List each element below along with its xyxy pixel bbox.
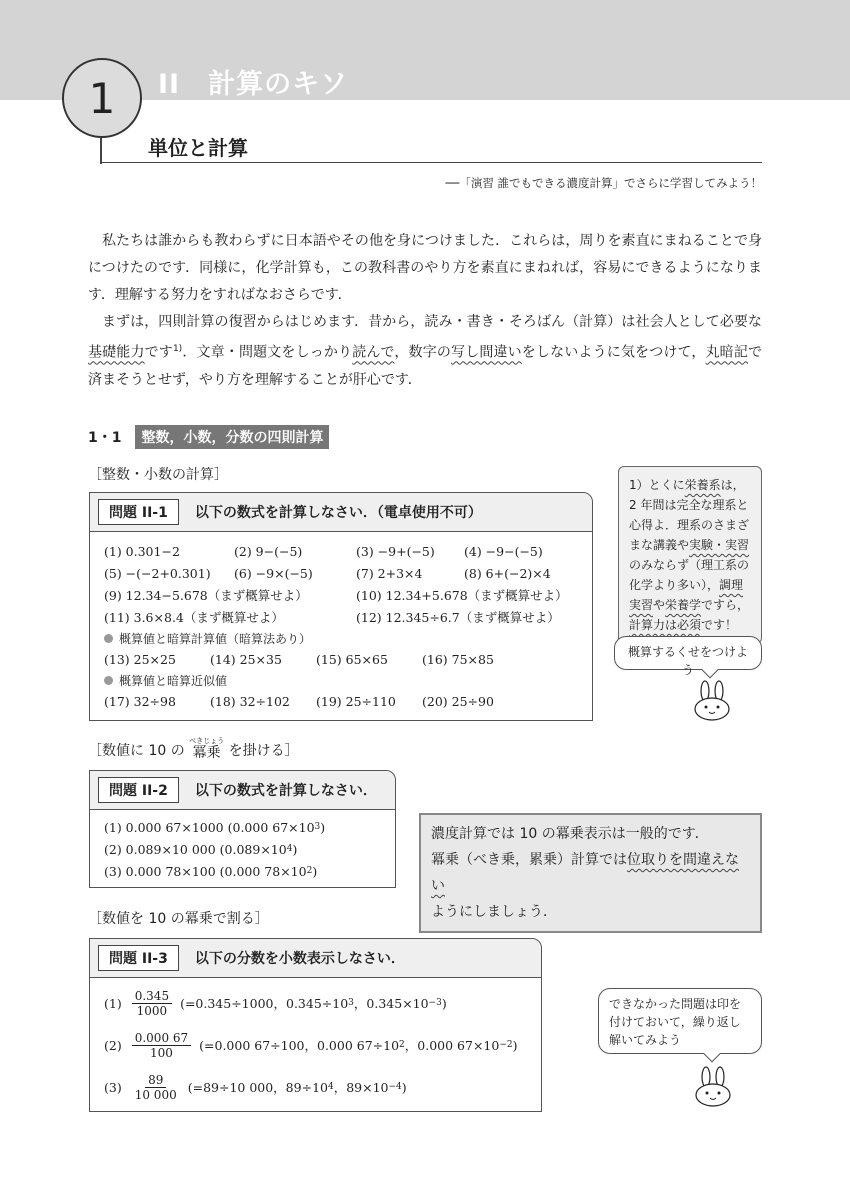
problem-row bbox=[104, 838, 381, 860]
text-run: です！ bbox=[701, 618, 738, 632]
problem-item: (16) 75×85 bbox=[422, 651, 494, 667]
text-run: ，0.000 67×10 bbox=[404, 1038, 500, 1053]
emphasis: 栄養系 bbox=[684, 478, 721, 492]
problem-item: (1) 0.301−2 bbox=[104, 543, 180, 559]
problem-item: (2) 0.089×10 000 bbox=[104, 841, 216, 857]
problem-item: (2) 9−(−5) bbox=[234, 543, 303, 559]
intro-paragraph-1: 私たちは誰からも教わらずに日本語やその他を身につけました．これらは，周りを素直にまねることで身につけたのです．同様に，化学計算も，この教科書のやり方を素直にまねれば，容易にできるようになります．理解する努力をすればなおさらです． bbox=[88, 233, 762, 303]
text-run: や bbox=[653, 598, 666, 612]
text-run: (=89÷10 000，89÷10 bbox=[187, 1080, 328, 1095]
problem-index: (3) bbox=[104, 1079, 122, 1095]
problem-item: (5) −(−2+0.301) bbox=[104, 565, 211, 581]
emphasis: 計算力は必須 bbox=[629, 618, 702, 632]
problem-row bbox=[104, 816, 381, 838]
problem-header bbox=[90, 771, 395, 810]
fraction bbox=[132, 989, 172, 1018]
exponent: −4 bbox=[388, 1082, 402, 1092]
problem-row bbox=[104, 690, 578, 712]
subheading-mental-calc bbox=[104, 628, 578, 648]
footnote-sidebar bbox=[618, 466, 762, 644]
text-run: ，数字の bbox=[394, 344, 452, 361]
title-rule-horizontal bbox=[100, 162, 762, 163]
rabbit-icon bbox=[690, 1066, 738, 1108]
problem-item: (19) 25÷110 bbox=[316, 693, 396, 709]
emphasis-basic-ability: 基礎能力 bbox=[88, 344, 145, 361]
problem-item: (3) −9+(−5) bbox=[356, 543, 435, 559]
exponent: 3 bbox=[348, 998, 354, 1008]
text-run: は，2 年間は完全な理系と心得よ．理系のさまざまな講義や bbox=[629, 478, 750, 552]
bullet-dot bbox=[104, 634, 113, 643]
exponent: 3 bbox=[314, 822, 321, 832]
exponent: 2 bbox=[306, 866, 313, 876]
exponent: 2 bbox=[399, 1040, 405, 1050]
text-run: ［数値に 10 の bbox=[88, 743, 185, 759]
paren: ) bbox=[401, 1079, 407, 1095]
problem-item-alt: (0.000 67×10 bbox=[227, 819, 315, 835]
rabbit-icon bbox=[689, 680, 737, 722]
problem-item: (7) 2+3×4 bbox=[356, 565, 423, 581]
problem-item: (14) 25×35 bbox=[210, 651, 282, 667]
problem-body bbox=[90, 810, 395, 890]
problem-instruction: 以下の数式を計算しなさい．（電卓使用不可） bbox=[194, 505, 482, 521]
problem-row bbox=[104, 1066, 527, 1108]
problem-item: (17) 32÷98 bbox=[104, 693, 176, 709]
problem-item: (9) 12.34−5.678（まず概算せよ） bbox=[104, 588, 308, 603]
text-run: ですら， bbox=[701, 598, 750, 612]
problem-item: (10) 12.34+5.678（まず概算せよ） bbox=[356, 588, 568, 603]
emphasis: 位取りを間違えない bbox=[431, 852, 739, 894]
subsection-title: 整数，小数，分数の四則計算 bbox=[135, 425, 329, 449]
chapter-number-badge: 1 bbox=[62, 58, 142, 138]
numerator: 89 bbox=[145, 1073, 166, 1088]
bullet-text: 概算値と暗算計算値（暗算法あり） bbox=[119, 631, 312, 646]
problem-row bbox=[104, 860, 381, 882]
problem-label: 問題 II-1 bbox=[98, 499, 179, 525]
exponent: 4 bbox=[286, 844, 293, 854]
fraction bbox=[132, 1031, 191, 1060]
part-title-text: 計算のキソ bbox=[208, 69, 349, 100]
problem-box-2 bbox=[89, 770, 396, 888]
problem-box-1 bbox=[89, 492, 593, 721]
ruby-power bbox=[189, 738, 224, 760]
problem-row bbox=[104, 606, 578, 628]
problem-row bbox=[104, 982, 527, 1024]
paren: ) bbox=[312, 863, 318, 879]
paren: ) bbox=[292, 841, 298, 857]
emphasis: 調理実習 bbox=[629, 578, 744, 612]
problem-item: (11) 3.6×8.4（まず概算せよ） bbox=[104, 610, 284, 625]
subsection-number: 1・1 bbox=[88, 430, 122, 446]
problem-index: (1) bbox=[104, 995, 122, 1011]
ruby-base: 冪乗 bbox=[192, 745, 221, 761]
tip-line: 濃度計算では 10 の冪乗表示は一般的です． bbox=[431, 826, 709, 842]
text-run: のみならず（理工系の化学より多い）， bbox=[629, 558, 750, 592]
problem-label: 問題 II-3 bbox=[98, 945, 179, 971]
problem-index: (2) bbox=[104, 1037, 122, 1053]
problem-body bbox=[90, 978, 541, 1116]
emphasis-read: 読んで bbox=[352, 344, 395, 361]
part-number: II bbox=[158, 69, 181, 100]
reference-line: ──「演習 誰でもできる濃度計算」でさらに学習してみよう！ bbox=[445, 176, 762, 190]
problem-label: 問題 II-2 bbox=[98, 777, 179, 803]
bullet-text: 概算値と暗算近似値 bbox=[119, 673, 228, 688]
problem-item: (3) 0.000 78×100 bbox=[104, 863, 216, 879]
emphasis-rote: 丸暗記 bbox=[705, 344, 748, 361]
text-run: で済まそうとせず，やり方を理解することが肝心です． bbox=[88, 344, 762, 388]
problem-row bbox=[104, 562, 578, 584]
text-run: を掛ける］ bbox=[228, 743, 299, 759]
text-run: をしないように気をつけて， bbox=[521, 344, 706, 361]
problem-item: (12) 12.345÷6.7（まず概算せよ） bbox=[356, 610, 560, 625]
subheading-approximation bbox=[104, 670, 578, 690]
problem-row bbox=[104, 540, 578, 562]
problem-item: (13) 25×25 bbox=[104, 651, 176, 667]
problem-item: (4) −9−(−5) bbox=[464, 543, 543, 559]
title-rule-vertical bbox=[100, 138, 102, 164]
problem-item: (20) 25÷90 bbox=[422, 693, 494, 709]
problem-instruction: 以下の分数を小数表示しなさい． bbox=[194, 951, 405, 967]
problem-row bbox=[104, 1024, 527, 1066]
numerator: 0.000 67 bbox=[132, 1031, 191, 1046]
speech-bubble-estimate: 概算するくせをつけよう bbox=[614, 636, 762, 670]
numerator: 0.345 bbox=[132, 989, 172, 1004]
text-run: ，89×10 bbox=[333, 1080, 389, 1095]
problem-item: (18) 32÷102 bbox=[210, 693, 290, 709]
section-heading-multiply-power bbox=[88, 738, 299, 760]
ruby-text: べきじょう bbox=[189, 737, 225, 745]
paren: ) bbox=[320, 819, 326, 835]
section-heading-divide-power: ［数値を 10 の冪乗で割る］ bbox=[88, 911, 269, 927]
intro-text bbox=[88, 228, 762, 394]
section-heading-integer-decimal: ［整数・小数の計算］ bbox=[88, 467, 228, 483]
paren: ) bbox=[512, 1037, 518, 1053]
problem-item: (8) 6+(−2)×4 bbox=[464, 565, 551, 581]
subsection-heading bbox=[88, 425, 329, 449]
problem-header bbox=[90, 493, 592, 532]
footnote-ref: 1) bbox=[172, 344, 183, 354]
denominator: 10 000 bbox=[134, 1087, 177, 1102]
exponent: 4 bbox=[327, 1082, 334, 1092]
emphasis: 栄養学 bbox=[665, 598, 702, 612]
bullet-dot bbox=[104, 676, 113, 685]
text-run: です bbox=[144, 344, 173, 361]
problem-body bbox=[90, 532, 592, 720]
tip-line bbox=[431, 847, 750, 899]
text-run: まずは，四則計算の復習からはじめます．昔から，読み・書き・そろばん（計算）は社会人として必要な bbox=[102, 314, 762, 330]
text-run: 1）とくに bbox=[629, 478, 685, 492]
fraction bbox=[132, 1073, 180, 1102]
problem-item: (6) −9×(−5) bbox=[234, 565, 313, 581]
tip-box bbox=[419, 813, 762, 933]
problem-row bbox=[104, 648, 578, 670]
text-run: ，0.345×10 bbox=[353, 996, 429, 1011]
exponent: −3 bbox=[428, 998, 442, 1008]
emphasis: 実験・実習 bbox=[689, 538, 750, 552]
denominator: 1000 bbox=[136, 1003, 168, 1018]
section-title: 単位と計算 bbox=[148, 136, 248, 160]
denominator: 100 bbox=[149, 1045, 173, 1060]
emphasis-copy-error: 写し間違い bbox=[451, 344, 522, 361]
text-run: (=0.345÷1000，0.345÷10 bbox=[180, 996, 349, 1011]
text-run: ．文章・問題文をしっかり bbox=[182, 344, 353, 361]
problem-box-3 bbox=[89, 938, 542, 1112]
paren: ) bbox=[441, 995, 447, 1011]
problem-item-alt: (0.000 78×10 bbox=[219, 863, 307, 879]
problem-item: (1) 0.000 67×1000 bbox=[104, 819, 224, 835]
text-run: (=0.000 67÷100，0.000 67÷10 bbox=[199, 1038, 400, 1053]
intro-paragraph-2 bbox=[88, 309, 762, 394]
problem-item-alt: (0.089×10 bbox=[219, 841, 287, 857]
speech-bubble-review: できなかった問題は印を付けておいて，繰り返し解いてみよう bbox=[598, 988, 762, 1054]
exponent: −2 bbox=[499, 1040, 513, 1050]
problem-instruction: 以下の数式を計算しなさい． bbox=[194, 783, 377, 799]
tip-line: ようにしましょう． bbox=[431, 904, 557, 920]
problem-row bbox=[104, 584, 578, 606]
part-title bbox=[158, 62, 348, 101]
text-run: 冪乗（べき乗，累乗）計算では bbox=[431, 852, 627, 868]
problem-item: (15) 65×65 bbox=[316, 651, 388, 667]
problem-header bbox=[90, 939, 541, 978]
